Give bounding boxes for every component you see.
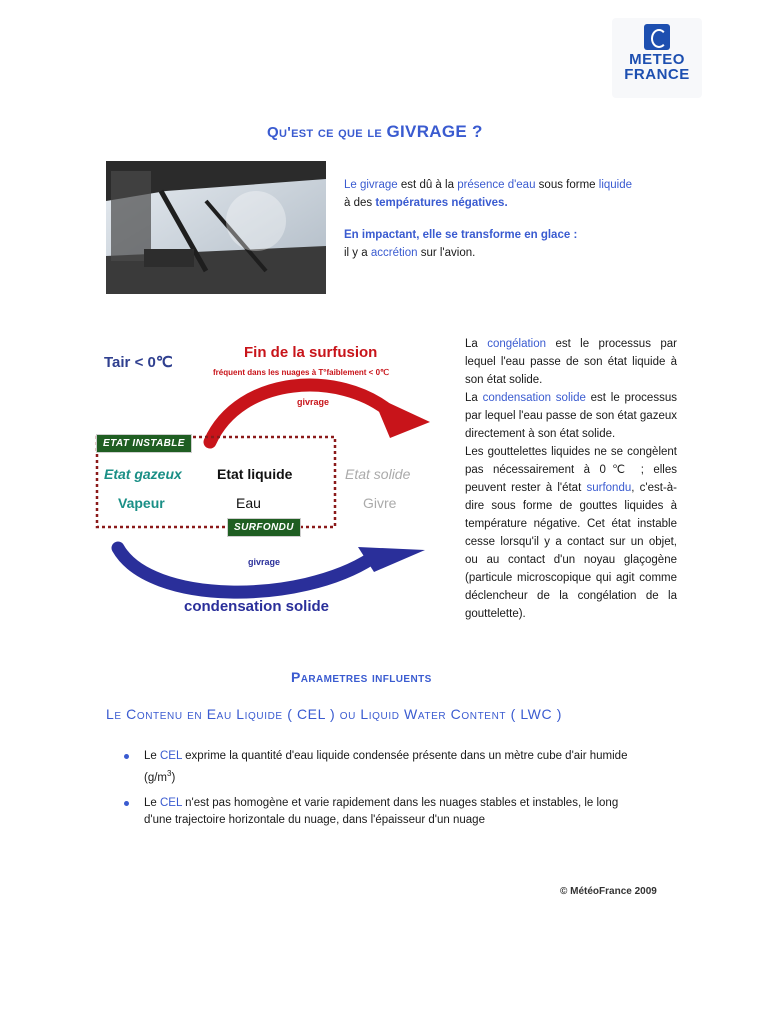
intro-text-4: il y a (344, 247, 371, 259)
phase-diagram (90, 340, 450, 630)
intro-text-1: est dû à la (397, 179, 458, 191)
logo-line2: FRANCE (624, 66, 690, 83)
logo-mark-icon (644, 24, 670, 50)
intro-givrage: Le givrage (344, 179, 398, 191)
intro-accretion: accrétion (370, 247, 418, 259)
intro-text (344, 176, 704, 262)
badge-etat-instable: ETAT INSTABLE (96, 434, 192, 453)
intro-impact: En impactant, elle se transforme en glace : (344, 229, 578, 241)
page-title (267, 122, 483, 142)
meteo-france-logo (612, 18, 702, 98)
cel-bullet-list (120, 748, 640, 837)
phase-explanation (465, 335, 677, 623)
tair-label: Tair < 0℃ (104, 354, 173, 371)
etat-gazeux: Etat gazeux (104, 466, 182, 482)
title-part2: GIVRAGE ? (386, 122, 483, 141)
top-arrow-head (372, 395, 430, 438)
vapeur-label: Vapeur (118, 495, 165, 511)
bottom-arrow-head (358, 547, 425, 572)
bullet-dot-icon (124, 801, 129, 806)
right-congelation: congélation (487, 338, 547, 350)
logo-line1: METEO (629, 51, 685, 68)
title-part1: Qu'est ce que le (267, 124, 387, 141)
bullet-sup: 3 (167, 769, 172, 778)
givrage-top-label: givrage (297, 397, 330, 407)
bullet-cel: CEL (160, 750, 182, 762)
fin-surfusion-title: Fin de la surfusion (244, 344, 378, 361)
intro-text-3: à des (344, 197, 376, 209)
section-title: Parametres influents (291, 669, 432, 685)
top-arrow-body (210, 385, 390, 442)
bullet-text: Le (144, 750, 160, 762)
right-c3: , c'est-à-dire sous forme de gouttes liquides à température négative. Cet état instable cesse lorsqu'il y a contact sur un objet, ou au contact d'un noyau glaçogène (particule microscopique qui agit comme déclencheur de la congélation de la gouttelette). (465, 482, 677, 620)
givre-label: Givre (363, 495, 397, 511)
bottom-arrow-body (118, 548, 372, 592)
intro-liquide: liquide (598, 179, 633, 191)
badge-surfondu: SURFONDU (227, 518, 301, 537)
list-item (120, 795, 640, 829)
etat-liquide: Etat liquide (217, 466, 293, 482)
right-c1: Les gouttelettes liquides ne se congèlent pas nécessairement à 0℃ ; elles peuvent rester à l'état (465, 446, 677, 494)
bullet-text: exprime la quantité d'eau liquide condensée présente dans un mètre cube d'air humide (g/m (144, 750, 628, 784)
bullet-cel: CEL (160, 796, 182, 809)
list-item (120, 748, 640, 787)
section-subtitle: Le Contenu en Eau Liquide ( CEL ) ou Liquid Water Content ( LWC ) (106, 706, 562, 722)
intro-presence: présence d'eau (457, 179, 536, 191)
condensation-solide-label: condensation solide (184, 598, 330, 615)
right-b3: est le processus par lequel l'eau passe de son état gazeux directement à son état solide. (465, 392, 677, 440)
bullet-text: ) (171, 771, 176, 784)
eau-label: Eau (236, 495, 261, 511)
intro-temperatures: températures négatives. (375, 197, 508, 209)
cockpit-photo-image (106, 161, 326, 294)
bullet-dot-icon (124, 754, 129, 759)
right-a3: est le processus par lequel l'eau passe de son état liquide à son état solide. (465, 338, 677, 386)
copyright: © MétéoFrance 2009 (560, 886, 657, 897)
phase-diagram-arrows (90, 340, 450, 630)
right-b1: La (465, 392, 483, 404)
cockpit-ice-photo (106, 161, 326, 294)
etat-solide: Etat solide (345, 466, 411, 482)
right-surfondu: surfondu (586, 482, 632, 494)
intro-text-5: sur l'avion. (417, 247, 476, 259)
right-condensation: condensation solide (482, 392, 586, 404)
bullet-text: n'est pas homogène et varie rapidement dans les nuages stables et instables, le long d'une trajectoire horizontale du nuage, dans l'épaisseur d'un nuage (144, 796, 619, 826)
right-a1: La (465, 338, 488, 350)
intro-text-2: sous forme (535, 179, 599, 191)
bullet-text: Le (144, 796, 160, 809)
fin-surfusion-subtitle: fréquent dans les nuages à T°faiblement < 0℃ (213, 368, 390, 377)
givrage-bottom-label: givrage (248, 557, 281, 567)
